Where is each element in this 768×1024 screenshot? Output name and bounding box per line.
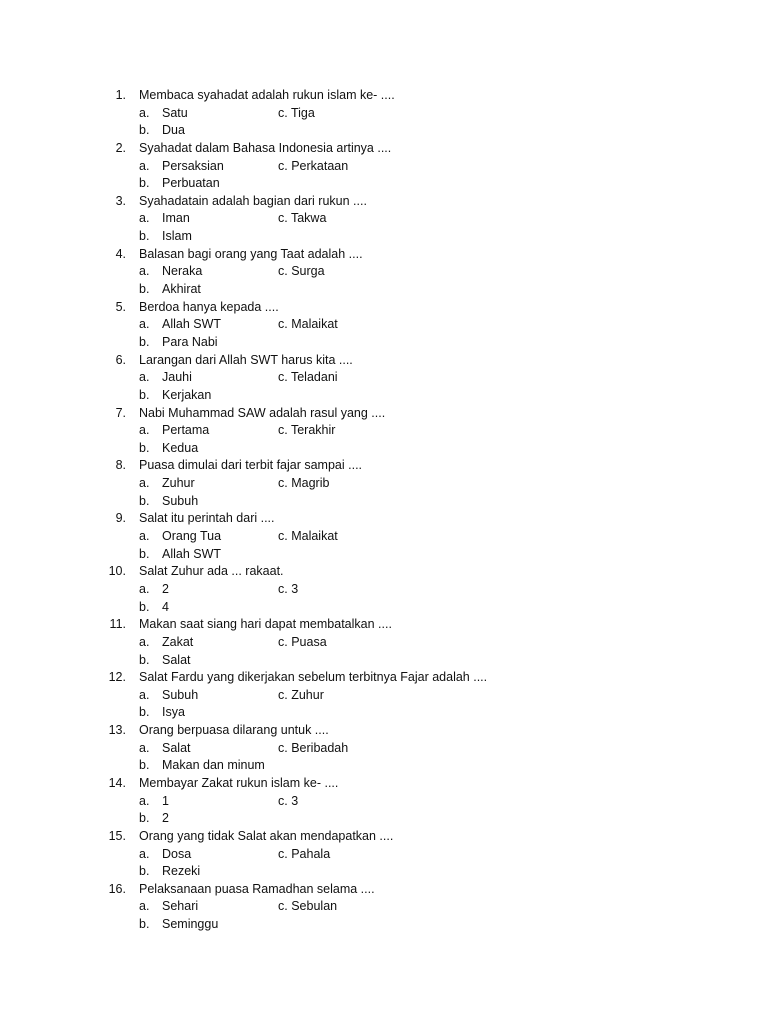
option-letter-b: b. xyxy=(139,917,150,932)
option-a-text: Dosa xyxy=(162,846,192,861)
option-c xyxy=(278,422,335,440)
question-number: 10. xyxy=(108,564,126,579)
option-letter-b: b. xyxy=(139,599,150,614)
option-a-text: Satu xyxy=(162,105,188,120)
question-line xyxy=(0,616,768,634)
question-number: 9. xyxy=(115,511,126,526)
option-letter-b: b. xyxy=(139,176,150,191)
option-letter-a: a. xyxy=(139,105,150,120)
option-c xyxy=(278,210,326,228)
option-letter-c: c. xyxy=(278,105,288,120)
option-letter-c: c. xyxy=(278,581,288,596)
question-line xyxy=(0,669,768,687)
option-c-text: Sebulan xyxy=(291,899,338,914)
option-letter-b: b. xyxy=(139,493,150,508)
option-line-a xyxy=(0,740,768,758)
option-c xyxy=(278,528,338,546)
option-line-a xyxy=(0,316,768,334)
option-line-b xyxy=(0,757,768,775)
option-letter-a: a. xyxy=(139,317,150,332)
question-text: Syahadatain adalah bagian dari rukun .... xyxy=(139,193,367,208)
option-c-text: Perkataan xyxy=(291,158,349,173)
option-line-b xyxy=(0,334,768,352)
option-letter-c: c. xyxy=(278,634,288,649)
option-letter-a: a. xyxy=(139,158,150,173)
question-text: Puasa dimulai dari terbit fajar sampai .... xyxy=(139,458,363,473)
option-c-text: Surga xyxy=(291,264,325,279)
question-text: Membaca syahadat adalah rukun islam ke- .... xyxy=(139,88,395,102)
question-text: Orang yang tidak Salat akan mendapatkan .... xyxy=(139,828,394,843)
question-line xyxy=(0,457,768,475)
question-line xyxy=(0,775,768,793)
option-b-text: Akhirat xyxy=(162,282,201,297)
question-number: 15. xyxy=(108,828,126,843)
question-text: Salat itu perintah dari .... xyxy=(139,511,275,526)
question-line xyxy=(0,405,768,423)
option-line-b xyxy=(0,863,768,881)
option-c-text: 3 xyxy=(291,793,299,808)
option-letter-c: c. xyxy=(278,264,288,279)
option-c xyxy=(278,158,348,176)
option-c-text: Malaikat xyxy=(291,529,338,544)
option-b-text: Islam xyxy=(162,229,192,244)
option-line-a xyxy=(0,528,768,546)
option-a-text: Jauhi xyxy=(162,370,192,385)
question-number: 8. xyxy=(115,458,126,473)
option-letter-a: a. xyxy=(139,687,150,702)
option-b-text: Allah SWT xyxy=(162,546,222,561)
option-c-text: Takwa xyxy=(290,211,327,226)
option-line-b xyxy=(0,546,768,564)
option-a-text: Persaksian xyxy=(162,158,224,173)
option-letter-b: b. xyxy=(139,123,150,138)
option-a-text: Sehari xyxy=(162,899,199,914)
question-text: Makan saat siang hari dapat membatalkan .... xyxy=(139,617,392,632)
option-line-a xyxy=(0,793,768,811)
option-line-b xyxy=(0,281,768,299)
option-letter-c: c. xyxy=(278,211,288,226)
option-c xyxy=(278,687,324,705)
question-text: Orang berpuasa dilarang untuk .... xyxy=(139,723,329,738)
option-c xyxy=(278,634,327,652)
option-b-text: Subuh xyxy=(162,493,199,508)
option-line-a xyxy=(0,634,768,652)
option-a-text: Pertama xyxy=(162,423,210,438)
question-line xyxy=(0,299,768,317)
option-b-text: Isya xyxy=(162,705,185,720)
option-b-text: Kerjakan xyxy=(162,387,212,402)
option-line-b xyxy=(0,704,768,722)
option-letter-b: b. xyxy=(139,705,150,720)
option-letter-b: b. xyxy=(139,387,150,402)
option-line-a xyxy=(0,105,768,123)
option-line-b xyxy=(0,440,768,458)
option-a-text: Zuhur xyxy=(162,476,195,491)
question-number: 6. xyxy=(115,352,126,367)
option-line-b xyxy=(0,175,768,193)
question-text: Balasan bagi orang yang Taat adalah .... xyxy=(139,246,363,261)
option-b-text: 2 xyxy=(162,811,169,826)
option-letter-a: a. xyxy=(139,793,150,808)
option-line-b xyxy=(0,652,768,670)
question-line xyxy=(0,828,768,846)
option-letter-c: c. xyxy=(278,793,288,808)
option-letter-a: a. xyxy=(139,899,150,914)
option-letter-b: b. xyxy=(139,758,150,773)
option-letter-c: c. xyxy=(278,529,288,544)
option-c-text: Tiga xyxy=(290,105,315,120)
question-line xyxy=(0,881,768,899)
option-letter-a: a. xyxy=(139,264,150,279)
option-line-b xyxy=(0,228,768,246)
option-line-b xyxy=(0,916,768,934)
option-c xyxy=(278,740,348,758)
option-letter-b: b. xyxy=(139,440,150,455)
option-b-text: Dua xyxy=(162,123,185,138)
option-c xyxy=(278,263,325,281)
option-a-text: Neraka xyxy=(162,264,203,279)
option-line-a xyxy=(0,475,768,493)
option-letter-b: b. xyxy=(139,546,150,561)
option-letter-a: a. xyxy=(139,846,150,861)
option-line-a xyxy=(0,263,768,281)
question-line xyxy=(0,87,768,105)
option-letter-b: b. xyxy=(139,334,150,349)
option-b-text: Perbuatan xyxy=(162,176,220,191)
option-a-text: Allah SWT xyxy=(162,317,222,332)
option-line-b xyxy=(0,122,768,140)
option-letter-a: a. xyxy=(139,211,150,226)
question-line xyxy=(0,352,768,370)
question-number: 12. xyxy=(108,670,126,685)
option-c xyxy=(278,369,338,387)
option-line-b xyxy=(0,493,768,511)
option-letter-a: a. xyxy=(139,476,150,491)
question-number: 11. xyxy=(109,617,126,632)
option-c-text: 3 xyxy=(291,581,299,596)
option-b-text: Salat xyxy=(162,652,191,667)
question-text: Salat Fardu yang dikerjakan sebelum terbitnya Fajar adalah .... xyxy=(139,670,488,685)
option-a-text: 2 xyxy=(162,581,169,596)
option-c-text: Beribadah xyxy=(291,740,349,755)
option-letter-a: a. xyxy=(139,529,150,544)
option-c-text: Magrib xyxy=(291,476,330,491)
option-letter-a: a. xyxy=(139,581,150,596)
option-c-text: Puasa xyxy=(291,634,327,649)
option-letter-a: a. xyxy=(139,740,150,755)
question-text: Nabi Muhammad SAW adalah rasul yang .... xyxy=(139,405,386,420)
question-number: 5. xyxy=(115,299,126,314)
option-b-text: Rezeki xyxy=(162,864,201,879)
option-b-text: Para Nabi xyxy=(162,334,218,349)
question-number: 3. xyxy=(115,193,126,208)
option-letter-c: c. xyxy=(278,423,288,438)
option-letter-c: c. xyxy=(278,846,288,861)
question-line xyxy=(0,246,768,264)
option-line-b xyxy=(0,387,768,405)
option-c-text: Pahala xyxy=(291,846,331,861)
option-line-a xyxy=(0,581,768,599)
option-b-text: 4 xyxy=(162,599,169,614)
option-c xyxy=(278,316,338,334)
option-letter-c: c. xyxy=(278,476,288,491)
option-c xyxy=(278,793,298,811)
question-text: Salat Zuhur ada ... rakaat. xyxy=(139,564,284,579)
question-number: 16. xyxy=(108,881,126,896)
option-letter-a: a. xyxy=(139,423,150,438)
question-text: Pelaksanaan puasa Ramadhan selama .... xyxy=(139,881,375,896)
question-number: 7. xyxy=(115,405,126,420)
option-line-a xyxy=(0,687,768,705)
question-text: Larangan dari Allah SWT harus kita .... xyxy=(139,352,353,367)
option-line-a xyxy=(0,158,768,176)
option-letter-c: c. xyxy=(278,899,288,914)
option-line-a xyxy=(0,898,768,916)
option-line-a xyxy=(0,422,768,440)
question-list xyxy=(0,87,768,934)
option-c xyxy=(278,581,298,599)
option-b-text: Makan dan minum xyxy=(162,758,265,773)
question-line xyxy=(0,510,768,528)
option-letter-c: c. xyxy=(278,740,288,755)
option-c xyxy=(278,105,315,123)
option-c xyxy=(278,846,330,864)
question-text: Berdoa hanya kepada .... xyxy=(139,299,279,314)
option-line-a xyxy=(0,210,768,228)
option-c-text: Zuhur xyxy=(291,687,324,702)
question-text: Membayar Zakat rukun islam ke- .... xyxy=(139,775,339,790)
question-number: 4. xyxy=(115,246,126,261)
option-a-text: Subuh xyxy=(162,687,199,702)
question-number: 1. xyxy=(115,88,126,102)
option-letter-c: c. xyxy=(278,158,288,173)
option-b-text: Seminggu xyxy=(162,917,219,932)
option-c xyxy=(278,898,337,916)
option-letter-c: c. xyxy=(278,687,288,702)
option-b-text: Kedua xyxy=(162,440,199,455)
question-line xyxy=(0,140,768,158)
option-c xyxy=(278,475,329,493)
option-line-a xyxy=(0,846,768,864)
option-line-b xyxy=(0,599,768,617)
option-line-b xyxy=(0,810,768,828)
question-text: Syahadat dalam Bahasa Indonesia artinya .... xyxy=(139,140,392,155)
option-letter-a: a. xyxy=(139,634,150,649)
option-letter-b: b. xyxy=(139,652,150,667)
question-number: 13. xyxy=(108,723,126,738)
question-number: 14. xyxy=(108,775,126,790)
option-c-text: Teladani xyxy=(290,370,338,385)
option-letter-b: b. xyxy=(139,811,150,826)
option-letter-c: c. xyxy=(278,317,288,332)
option-a-text: Iman xyxy=(162,211,190,226)
option-a-text: 1 xyxy=(162,793,169,808)
option-a-text: Orang Tua xyxy=(162,529,222,544)
option-letter-a: a. xyxy=(139,370,150,385)
question-line xyxy=(0,563,768,581)
option-letter-c: c. xyxy=(278,370,288,385)
question-line xyxy=(0,722,768,740)
option-line-a xyxy=(0,369,768,387)
option-c-text: Malaikat xyxy=(291,317,338,332)
option-letter-b: b. xyxy=(139,229,150,244)
option-c-text: Terakhir xyxy=(290,423,336,438)
option-a-text: Zakat xyxy=(162,634,194,649)
option-letter-b: b. xyxy=(139,282,150,297)
option-letter-b: b. xyxy=(139,864,150,879)
question-number: 2. xyxy=(115,140,126,155)
option-a-text: Salat xyxy=(162,740,191,755)
question-line xyxy=(0,193,768,211)
